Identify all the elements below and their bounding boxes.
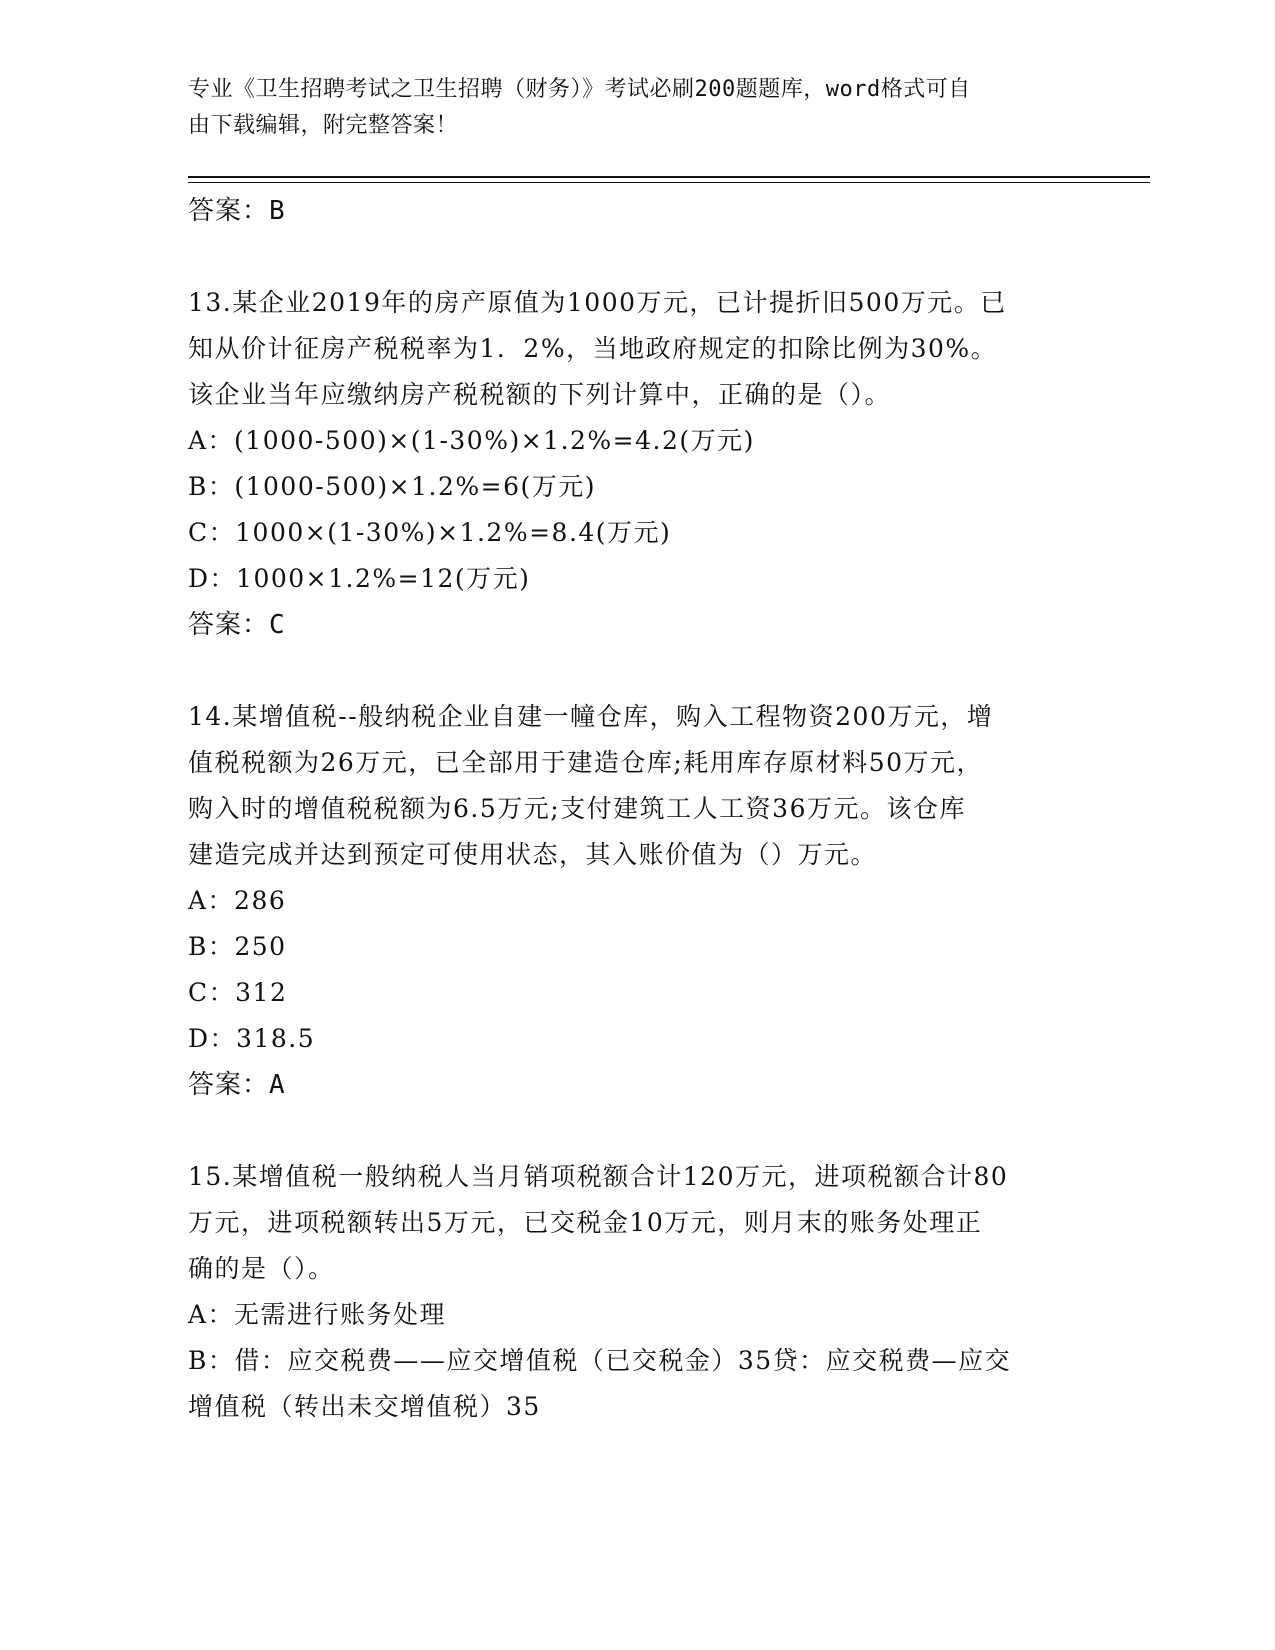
- question-text-line: 15.某增值税一般纳税人当月销项税额合计120万元，进项税额合计80: [188, 1162, 1009, 1191]
- option-a: A：286: [188, 886, 287, 915]
- header-divider-thin: [188, 182, 1150, 183]
- question-text-line: 建造完成并达到预定可使用状态，其入账价值为（）万元。: [188, 840, 878, 869]
- header-divider-thick: [188, 176, 1150, 178]
- question-text-line: 万元，进项税额转出5万元，已交税金10万元，则月末的账务处理正: [188, 1208, 983, 1237]
- question-15: [188, 1154, 1088, 1430]
- option-b: B：250: [188, 932, 287, 961]
- option-a: A：(1000-500)×(1-30%)×1.2%=4.2(万元): [188, 426, 755, 455]
- question-text-line: 确的是（）。: [188, 1254, 335, 1283]
- question-text-line: 该企业当年应缴纳房产税税额的下列计算中，正确的是（）。: [188, 380, 892, 409]
- question-text-line: 知从价计征房产税税率为1．2%，当地政府规定的扣除比例为30%。: [188, 334, 998, 363]
- header-line-1: 专业《卫生招聘考试之卫生招聘（财务）》考试必刷200题题库，word格式可自: [188, 77, 971, 102]
- option-b: B：(1000-500)×1.2%=6(万元): [188, 472, 596, 501]
- question-text-line: 购入时的增值税税额为6.5万元;支付建筑工人工资36万元。该仓库: [188, 794, 966, 823]
- answer-label: 答案：C: [188, 610, 286, 640]
- question-text-line: 13.某企业2019年的房产原值为1000万元，已计提折旧500万元。已: [188, 288, 1007, 317]
- option-d: D：318.5: [188, 1024, 316, 1053]
- question-text-line: 值税税额为26万元，已全部用于建造仓库;耗用库存原材料50万元，: [188, 748, 984, 777]
- question-text-line: 14.某增值税--般纳税企业自建一幢仓库，购入工程物资200万元，增: [188, 702, 994, 731]
- document-header: [188, 72, 1088, 144]
- option-c: C：312: [188, 978, 288, 1007]
- question-13: [188, 280, 1088, 648]
- document-body: [188, 188, 1088, 1430]
- answer-label: 答案：B: [188, 196, 286, 226]
- option-b-continued: 增值税（转出未交增值税）35: [188, 1392, 541, 1421]
- header-line-2: 由下载编辑，附完整答案！: [188, 113, 459, 138]
- option-a: A：无需进行账务处理: [188, 1300, 447, 1329]
- option-d: D：1000×1.2%=12(万元): [188, 564, 531, 593]
- option-b: B：借：应交税费——应交增值税（已交税金）35贷：应交税费—应交: [188, 1346, 1012, 1375]
- question-14: [188, 694, 1088, 1108]
- answer-label: 答案：A: [188, 1070, 286, 1100]
- option-c: C：1000×(1-30%)×1.2%=8.4(万元): [188, 518, 672, 547]
